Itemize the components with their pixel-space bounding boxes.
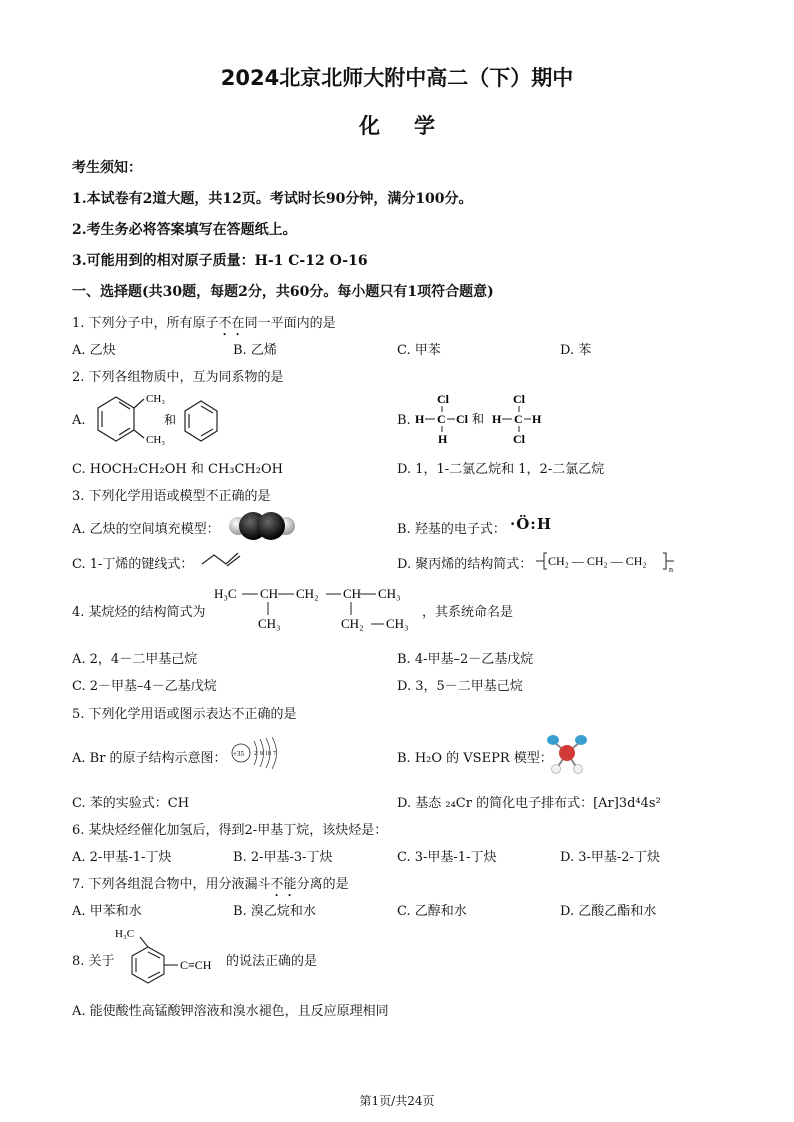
atom-label: Cl	[456, 412, 468, 426]
notice-item: 1.本试卷有2道大题，共12页。考试时长90分钟，满分100分。	[72, 191, 473, 207]
emphasis-text: 不能	[270, 877, 297, 892]
option-d: D. 3，5－二甲基己烷	[397, 679, 523, 694]
question-stem: 8. 关于	[72, 954, 115, 969]
polypropylene-formula	[532, 547, 682, 575]
option-b: B. 2-甲基-3-丁炔	[233, 850, 333, 865]
option-a: A. 甲苯和水	[72, 904, 142, 919]
page-number: 第1页/共24页	[359, 1094, 435, 1108]
option-b: B. 乙烯	[233, 343, 277, 358]
option-c: C. 苯的实验式：CH	[72, 796, 190, 811]
and-label: 和	[164, 413, 177, 427]
1-butene-skeletal-formula	[198, 547, 248, 569]
section-heading: 一、选择题(共30题，每题2分，共60分。每小题只有1项符合题意)	[72, 284, 494, 300]
question-stem	[72, 312, 336, 339]
repeat-unit: CH₂ — CH₂ — CH₂	[548, 554, 647, 568]
option-b: B. 溴乙烷和水	[233, 904, 316, 919]
notice-item: 2.考生务必将答案填写在答题纸上。	[72, 222, 297, 238]
shell-count: 2	[254, 751, 257, 757]
group-label: CH₃	[386, 616, 409, 631]
option-d: D. 1，1-二氯乙烷和 1，2-二氯乙烷	[397, 462, 605, 477]
option-d: D. 基态 ₂₄Cr 的简化电子排布式：[Ar]3d⁴4s²	[397, 796, 661, 811]
o-xylene-and-benzene-structures	[86, 387, 226, 453]
option-b: B. H₂O 的 VSEPR 模型：	[397, 751, 553, 766]
group-label: CH₃	[258, 616, 281, 631]
hydroxyl-electron-formula: ·Ö:H	[510, 515, 552, 533]
option-a: A. 2，4－二甲基己烷	[72, 652, 198, 667]
atom-label: H	[492, 412, 502, 426]
atom-label: Cl	[437, 392, 449, 406]
atom-label: H	[532, 412, 542, 426]
atom-label: H	[415, 412, 425, 426]
option-b-label: B.	[397, 413, 411, 428]
methyl-label: CH₃	[146, 434, 166, 446]
question-stem-tail: 的说法正确的是	[226, 954, 318, 969]
stem-text: 分离的是	[296, 877, 349, 892]
option-c: C. 甲苯	[397, 343, 441, 358]
option-d: D. 乙酸乙酯和水	[560, 904, 657, 919]
option-c: C. 2－甲基–4－乙基戊烷	[72, 679, 217, 694]
option-a: A. 乙炔的空间填充模型：	[72, 522, 220, 537]
group-label: CH	[343, 586, 362, 601]
page-title: 2024北京北师大附中高二（下）期中	[220, 66, 574, 90]
group-label: H₃C	[214, 586, 237, 601]
dichloromethane-structures	[412, 390, 552, 448]
group-label: CH₂	[341, 616, 364, 631]
atom-label: Cl	[513, 392, 525, 406]
group-label: CH₃	[378, 586, 401, 601]
ethynyl-label: C≡CH	[180, 958, 212, 972]
question-stem: 5. 下列化学用语或图示表达不正确的是	[72, 707, 297, 722]
shell-count: 8	[260, 751, 263, 757]
3-ethynyltoluene-structure	[112, 925, 224, 985]
atom-label: C	[514, 412, 523, 426]
question-stem	[72, 873, 349, 900]
option-c: C. 3-甲基-1-丁炔	[397, 850, 497, 865]
stem-text: 7. 下列各组混合物中，用分液漏斗	[72, 877, 271, 892]
subscript-n: n	[669, 565, 673, 574]
and-label: 和	[472, 412, 485, 426]
stem-text: 1. 下列分子中，所有原子	[72, 316, 219, 331]
water-vsepr-model	[544, 730, 590, 776]
emphasis-text: 不在	[218, 316, 245, 331]
option-d: D. 苯	[560, 343, 592, 358]
option-d: D. 3-甲基-2-丁炔	[560, 850, 660, 865]
option-c: C. 乙醇和水	[397, 904, 467, 919]
question-stem: 3. 下列化学用语或模型不正确的是	[72, 489, 271, 504]
option-d: D. 聚丙烯的结构简式：	[397, 557, 533, 572]
option-a: A. 能使酸性高锰酸钾溶液和溴水褪色，且反应原理相同	[72, 1004, 389, 1019]
methyl-label: H₃C	[115, 928, 135, 940]
bromine-atom-structure-diagram	[228, 735, 288, 771]
option-a: A. Br 的原子结构示意图：	[72, 751, 227, 766]
methyl-label: CH₃	[146, 393, 166, 405]
question-stem: 4. 某烷烃的结构简式为	[72, 605, 206, 620]
atom-label: H	[438, 432, 448, 446]
option-a: A. 乙炔	[72, 343, 116, 358]
stem-text: 同一平面内的是	[244, 316, 336, 331]
question-stem: 2. 下列各组物质中，互为同系物的是	[72, 370, 284, 385]
option-b: B. 羟基的电子式：	[397, 522, 506, 537]
option-a-label: A.	[72, 413, 86, 428]
atom-label: Cl	[513, 432, 525, 446]
group-label: CH	[260, 586, 279, 601]
option-a: A. 2-甲基-1-丁炔	[72, 850, 172, 865]
acetylene-space-filling-model	[228, 511, 296, 541]
option-c: C. HOCH₂CH₂OH 和 CH₃CH₂OH	[72, 462, 283, 477]
notice-item: 3.可能用到的相对原子质量：H-1 C-12 O-16	[72, 253, 368, 269]
subject-title: 化学	[359, 114, 469, 138]
option-c: C. 1-丁烯的键线式：	[72, 557, 194, 572]
nucleus-charge: +35	[233, 750, 244, 758]
notice-heading: 考生须知：	[72, 160, 142, 176]
shell-count: 18	[265, 751, 271, 757]
question-stem-tail: ，其系统命名是	[422, 605, 514, 620]
group-label: CH₂	[296, 586, 319, 601]
question-stem: 6. 某炔烃经催化加氢后，得到2-甲基丁烷，该炔烃是：	[72, 823, 388, 838]
option-b: B. 4-甲基–2－乙基戊烷	[397, 652, 534, 667]
alkane-structure	[212, 582, 422, 634]
shell-count: 7	[273, 751, 276, 757]
atom-label: C	[437, 412, 446, 426]
